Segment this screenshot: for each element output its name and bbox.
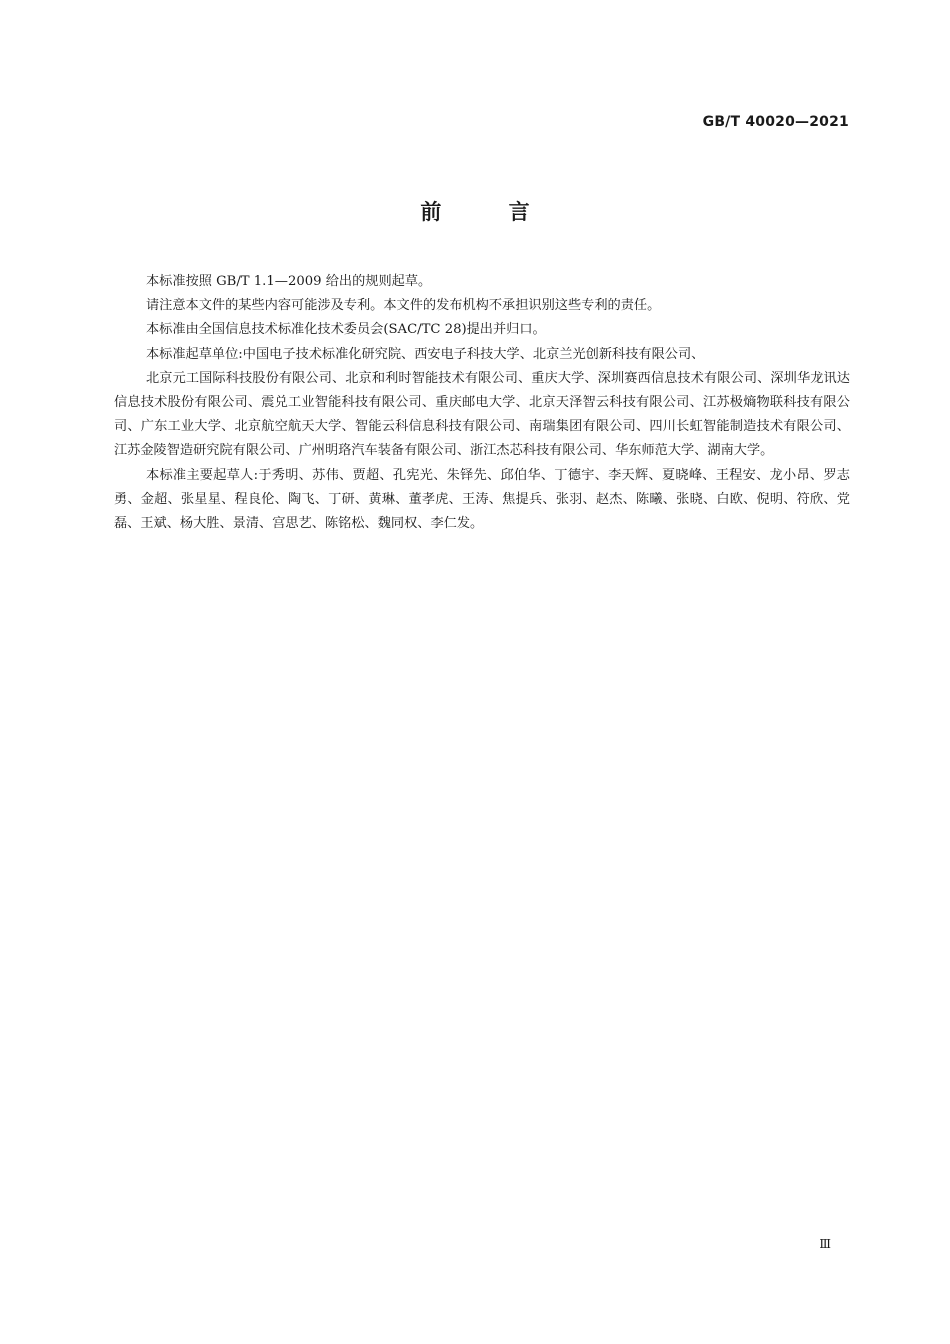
paragraph-drafting-rules: 本标准按照 GB/T 1.1—2009 给出的规则起草。: [146, 274, 432, 289]
page-number: Ⅲ: [819, 1237, 831, 1251]
paragraph-proposer: 本标准由全国信息技术标准化技术委员会(SAC/TC 28)提出并归口。: [146, 322, 546, 338]
paragraph-main-drafters: 本标准主要起草人:于秀明、苏伟、贾超、孔宪光、朱铎先、邱伯华、丁德宇、李天辉、夏晓峰、王程安、龙小昂、罗志勇、金超、张星星、程良伦、陶飞、丁研、黄琳、董孝虎、王涛、焦提兵、张羽、赵杰、陈曦、张晓、白欧、倪明、符欣、党磊、王斌、杨大胜、景清、宫思艺、陈铭松、魏同权、李仁发。: [114, 467, 850, 532]
paragraph-drafting-units: 北京元工国际科技股份有限公司、北京和利时智能技术有限公司、重庆大学、深圳赛西信息技术有限公司、深圳华龙讯达信息技术股份有限公司、震兑工业智能科技有限公司、重庆邮电大学、北京天泽智云科技有限公司、江苏极熵物联科技有限公司、广东工业大学、北京航空航天大学、智能云科信息科技有限公司、南瑞集团有限公司、四川长虹智能制造技术有限公司、江苏金陵智造研究院有限公司、广州明珞汽车装备有限公司、浙江杰芯科技有限公司、华东师范大学、湖南大学。: [114, 370, 850, 459]
paragraph-patent-notice: 请注意本文件的某些内容可能涉及专利。本文件的发布机构不承担识别这些专利的责任。: [146, 298, 661, 314]
foreword-body: [114, 270, 850, 536]
paragraph-drafting-units-intro: 本标准起草单位:中国电子技术标准化研究院、西安电子科技大学、北京兰光创新科技有限公司、: [146, 346, 705, 362]
page-title: 前 言: [420, 200, 560, 224]
standard-code: GB/T 40020—2021: [702, 114, 849, 130]
